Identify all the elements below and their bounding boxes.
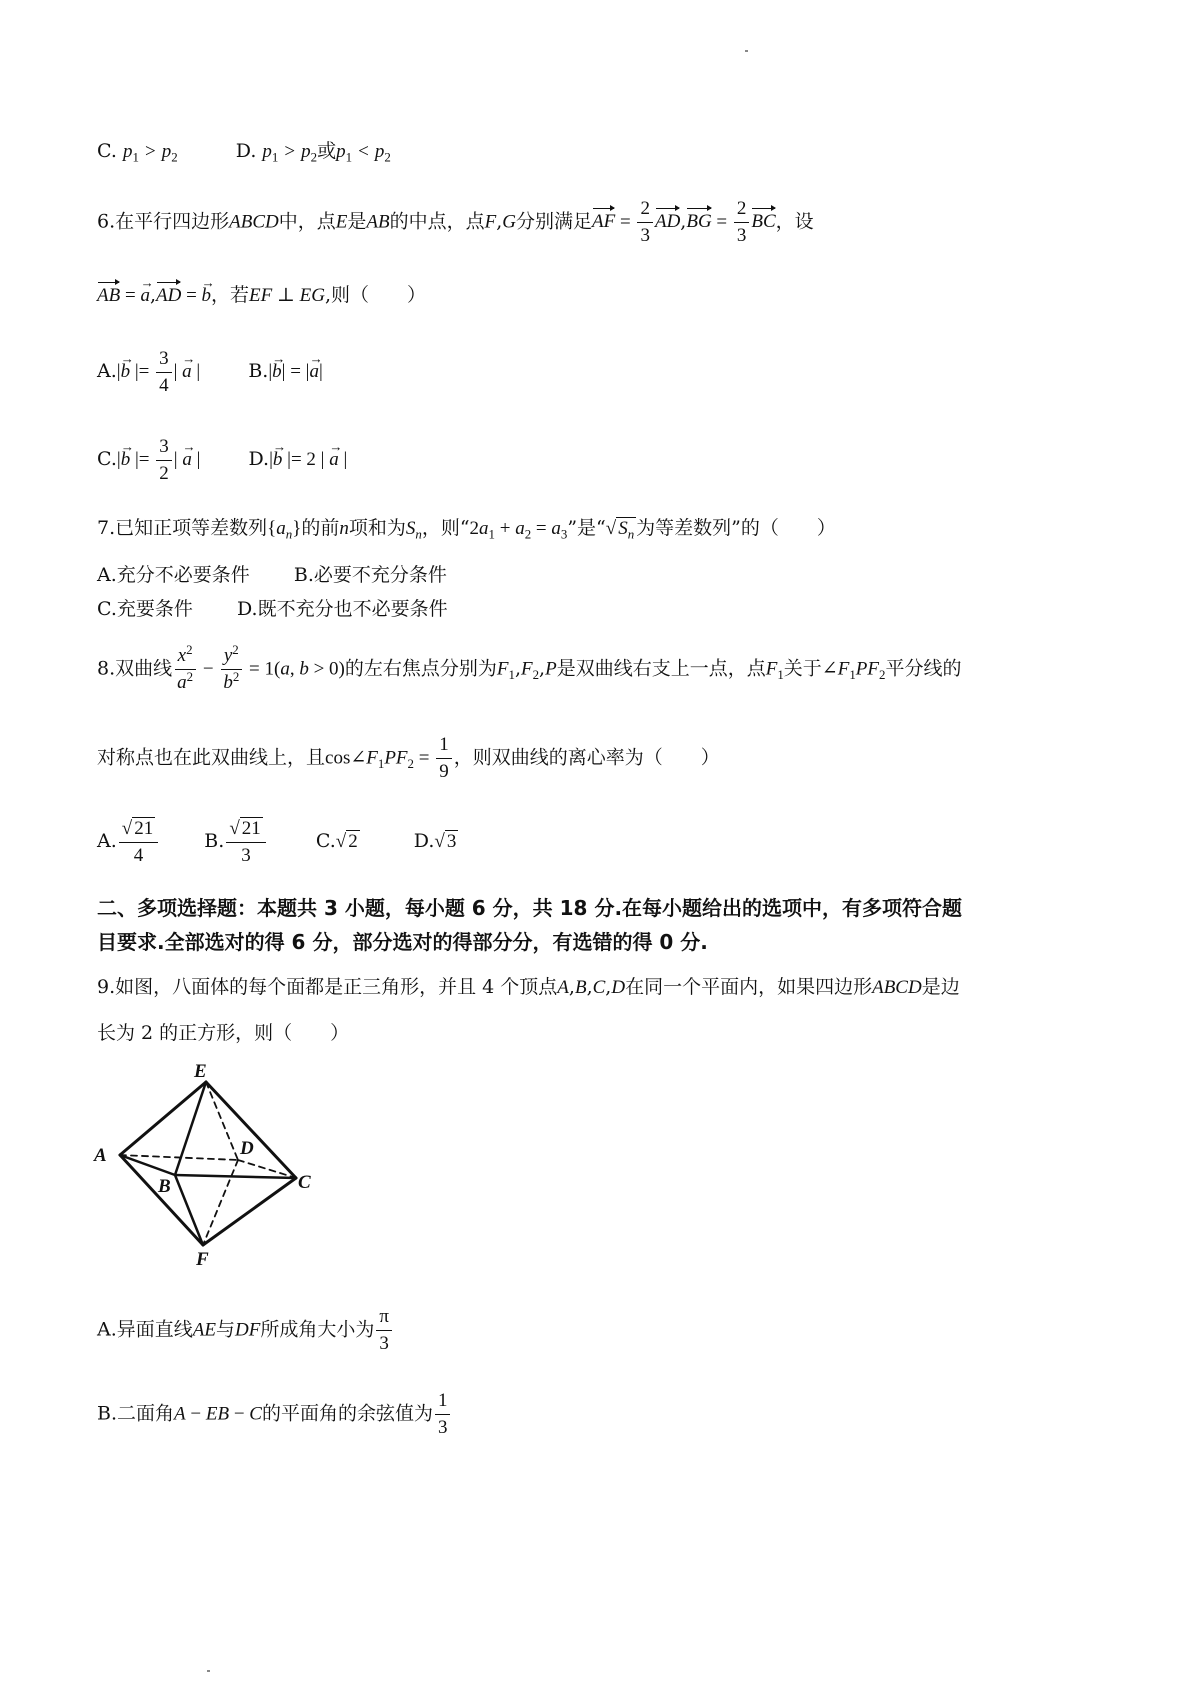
vertex-label-a: A (94, 1145, 107, 1166)
q9-option-b[interactable]: B.二面角A − EB − C的平面角的余弦值为 $\frac{1}{3}$ (97, 1390, 452, 1439)
q7-option-d[interactable]: D.既不充分也不必要条件 (237, 598, 448, 620)
q7-option-b[interactable]: B.必要不充分条件 (293, 564, 447, 586)
q9-option-a[interactable]: A.异面直线AE与DF所成角大小为 $\frac{\pi}{3}$ (97, 1306, 394, 1355)
vertex-label-f: F (196, 1249, 209, 1270)
q7-option-c[interactable]: C.充要条件 (97, 598, 193, 620)
section2-heading-line1: 二、多项选择题：本题共 3 小题，每小题 6 分，共 18 分.在每小题给出的选项中，有多项符合题 (97, 896, 963, 920)
q8-option-a[interactable]: A. $\frac{√ 21}{4}$ (97, 830, 160, 852)
q6-stem-line1: 6.在平行四边形ABCD中，点E是AB的中点，点F,G分别满足AF = $\frac{2}{3}$ AD,BG = $\frac{2}{3}$ BC，设 (97, 198, 814, 246)
speck-bottom (207, 1670, 210, 1672)
q5-option-c[interactable]: C. $p_1 > p_2$ (97, 140, 178, 165)
q8-option-c[interactable]: C.√ 2 (315, 830, 358, 853)
edge-bc (175, 1175, 296, 1178)
vertex-label-e: E (194, 1061, 207, 1082)
q6-stem-line2: AB = → a,AD = → b，若EF ⊥ EG,则（ ） (97, 284, 426, 308)
q7-stem: 7.已知正项等差数列$\{a_n\}$的前n项和为$S_n$，则“$2a_1 + a_2 = a_3$”是“√ $S_n$ 为等差数列”的（ ） (97, 517, 836, 542)
q6-options-cd (97, 436, 347, 485)
vertex-label-b: B (158, 1176, 171, 1197)
q6-option-b[interactable]: B.|→ b| = |→ a| (248, 360, 322, 382)
q8-options (97, 818, 458, 867)
speck-top (745, 50, 748, 52)
section2-heading-line2: 目要求.全部选对的得 6 分，部分选对的得部分分，有选错的得 0 分. (97, 930, 708, 954)
q7-option-a[interactable]: A.充分不必要条件 (97, 564, 250, 586)
q5-options (97, 140, 391, 164)
q6-options-ab (97, 348, 323, 397)
octahedron-figure (88, 1060, 348, 1280)
q5-option-d[interactable]: D. $p_1 > p_2$或$p_1 < p_2$ (235, 140, 391, 165)
q7-options-ab (97, 564, 447, 587)
vertex-label-c: C (298, 1172, 311, 1193)
q8-stem-line1: 8.双曲线 $\frac{x^2}{a^2}$ − $\frac{y^2}{b^2}$ = 1(a, b > 0)的左右焦点分别为$F_1,F_2,P$是双曲线右支上一点，点$F_1$关于$\angle F_1PF_2$平分线的 (97, 641, 962, 693)
q9-stem-line1: 9.如图，八面体的每个面都是正三角形，并且 4 个顶点A,B,C,D在同一个平面内，如果四边形ABCD是边 (97, 976, 960, 998)
q6-option-d[interactable]: D.|→ b |= 2 | → a | (248, 448, 347, 470)
q7-options-cd (97, 598, 448, 621)
q6-option-c[interactable]: C.|→ b |= $\frac{3}{2}$ | → a | (97, 448, 200, 470)
edge-bf (175, 1175, 203, 1245)
q8-option-d[interactable]: D.√ 3 (413, 830, 457, 853)
vertex-label-d: D (240, 1138, 254, 1159)
edge-af (120, 1155, 203, 1245)
q6-option-a[interactable]: A.|→ b |= $\frac{3}{4}$ | → a | (97, 360, 200, 382)
q8-stem-line2: 对称点也在此双曲线上，且$\cos\angle F_1PF_2$ = $\frac{1}{9}$ ，则双曲线的离心率为（ ） (97, 734, 720, 782)
edge-ed-hidden (206, 1082, 238, 1160)
q9-stem-line2: 长为 2 的正方形，则（ ） (97, 1022, 350, 1044)
q8-option-b[interactable]: B. $\frac{√ 21}{3}$ (204, 830, 267, 852)
